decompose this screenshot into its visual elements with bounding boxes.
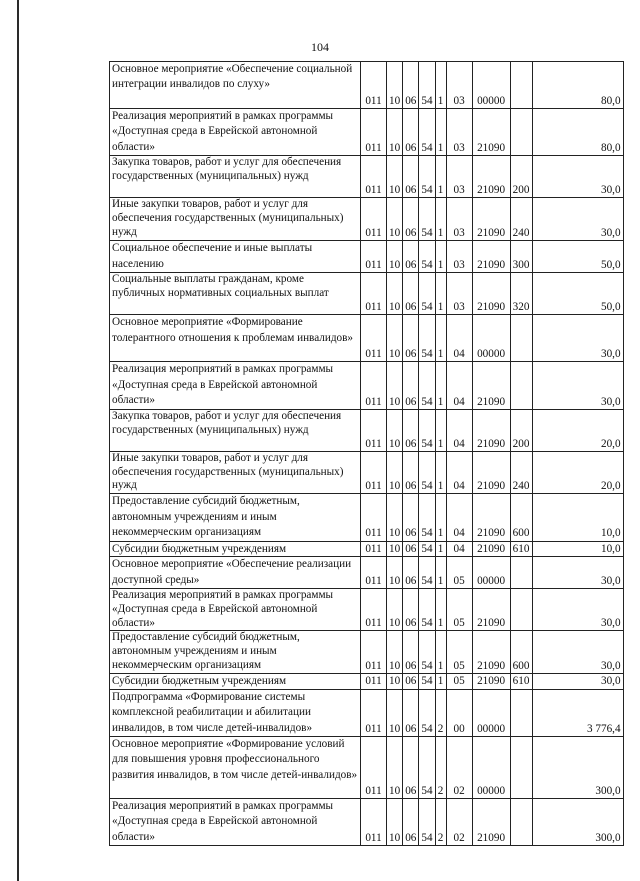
department-code: 011 (361, 689, 387, 736)
expense-type-code: 320 (510, 273, 532, 315)
table-row (110, 362, 624, 409)
table-row (110, 736, 624, 798)
table-row (110, 798, 624, 845)
subsection-code: 06 (403, 798, 419, 845)
subprogram-code: 1 (435, 557, 446, 589)
program-code: 54 (419, 362, 435, 409)
subsection-code: 06 (403, 736, 419, 798)
table-body (110, 62, 624, 846)
amount: 30,0 (532, 588, 623, 630)
expense-type-code (510, 362, 532, 409)
program-code: 54 (419, 240, 435, 273)
subprogram-code: 1 (435, 541, 446, 557)
subsection-code: 06 (403, 198, 419, 240)
department-code: 011 (361, 198, 387, 240)
table-row (110, 689, 624, 736)
direction-code: 00000 (472, 315, 510, 362)
program-code: 54 (419, 588, 435, 630)
table-row (110, 109, 624, 156)
department-code: 011 (361, 736, 387, 798)
table-row (110, 451, 624, 493)
section-code: 10 (387, 451, 403, 493)
amount: 30,0 (532, 673, 623, 689)
activity-code: 04 (446, 315, 472, 362)
item-name: Реализация мероприятий в рамках программы «Доступная среда в Еврейской автономной области» (110, 798, 361, 845)
direction-code: 21090 (472, 409, 510, 451)
department-code: 011 (361, 494, 387, 541)
item-name: Реализация мероприятий в рамках программы «Доступная среда в Еврейской автономной области» (110, 362, 361, 409)
section-code: 10 (387, 315, 403, 362)
amount: 300,0 (532, 798, 623, 845)
subsection-code: 06 (403, 362, 419, 409)
department-code: 011 (361, 62, 387, 109)
activity-code: 02 (446, 798, 472, 845)
direction-code: 21090 (472, 798, 510, 845)
program-code: 54 (419, 541, 435, 557)
amount: 10,0 (532, 494, 623, 541)
subsection-code: 06 (403, 588, 419, 630)
section-code: 10 (387, 736, 403, 798)
item-name: Основное мероприятие «Обеспечение реализации доступной среды» (110, 557, 361, 589)
table-row (110, 156, 624, 198)
activity-code: 04 (446, 362, 472, 409)
subprogram-code: 1 (435, 631, 446, 673)
program-code: 54 (419, 736, 435, 798)
department-code: 011 (361, 315, 387, 362)
subsection-code: 06 (403, 494, 419, 541)
expense-type-code (510, 588, 532, 630)
table-row (110, 62, 624, 109)
program-code: 54 (419, 198, 435, 240)
expense-type-code: 200 (510, 156, 532, 198)
program-code: 54 (419, 673, 435, 689)
subprogram-code: 1 (435, 156, 446, 198)
direction-code: 21090 (472, 109, 510, 156)
activity-code: 03 (446, 273, 472, 315)
amount: 10,0 (532, 541, 623, 557)
item-name: Предоставление субсидий бюджетным, автономным учреждениям и иным некоммерческим организациям (110, 494, 361, 541)
section-code: 10 (387, 541, 403, 557)
department-code: 011 (361, 557, 387, 589)
subsection-code: 06 (403, 409, 419, 451)
direction-code: 00000 (472, 557, 510, 589)
subsection-code: 06 (403, 541, 419, 557)
direction-code: 21090 (472, 362, 510, 409)
department-code: 011 (361, 798, 387, 845)
department-code: 011 (361, 451, 387, 493)
subprogram-code: 1 (435, 62, 446, 109)
item-name: Предоставление субсидий бюджетным, автономным учреждениям и иным некоммерческим организациям (110, 631, 361, 673)
activity-code: 03 (446, 198, 472, 240)
subprogram-code: 1 (435, 588, 446, 630)
expense-type-code: 200 (510, 409, 532, 451)
subsection-code: 06 (403, 109, 419, 156)
budget-table (109, 61, 624, 846)
amount: 30,0 (532, 631, 623, 673)
subprogram-code: 1 (435, 494, 446, 541)
activity-code: 05 (446, 673, 472, 689)
expense-type-code: 240 (510, 198, 532, 240)
table-row (110, 673, 624, 689)
program-code: 54 (419, 494, 435, 541)
item-name: Основное мероприятие «Обеспечение социальной интеграции инвалидов по слуху» (110, 62, 361, 109)
subprogram-code: 1 (435, 451, 446, 493)
table-row (110, 541, 624, 557)
program-code: 54 (419, 315, 435, 362)
department-code: 011 (361, 273, 387, 315)
expense-type-code: 240 (510, 451, 532, 493)
section-code: 10 (387, 62, 403, 109)
expense-type-code: 610 (510, 673, 532, 689)
amount: 50,0 (532, 240, 623, 273)
item-name: Основное мероприятие «Формирование условий для повышения уровня профессионального развития инвалидов, в том числе детей-инвалидов» (110, 736, 361, 798)
department-code: 011 (361, 631, 387, 673)
item-name: Иные закупки товаров, работ и услуг для обеспечения государственных (муниципальных) нужд (110, 198, 361, 240)
expense-type-code (510, 109, 532, 156)
section-code: 10 (387, 631, 403, 673)
item-name: Реализация мероприятий в рамках программы «Доступная среда в Еврейской автономной области» (110, 109, 361, 156)
direction-code: 00000 (472, 62, 510, 109)
activity-code: 04 (446, 451, 472, 493)
amount: 20,0 (532, 409, 623, 451)
amount: 30,0 (532, 362, 623, 409)
table-row (110, 588, 624, 630)
program-code: 54 (419, 451, 435, 493)
item-name: Подпрограмма «Формирование системы комплексной реабилитации и абилитации инвалидов, в том числе детей-инвалидов» (110, 689, 361, 736)
item-name: Иные закупки товаров, работ и услуг для обеспечения государственных (муниципальных) нужд (110, 451, 361, 493)
section-code: 10 (387, 557, 403, 589)
section-code: 10 (387, 273, 403, 315)
amount: 3 776,4 (532, 689, 623, 736)
section-code: 10 (387, 109, 403, 156)
subsection-code: 06 (403, 315, 419, 362)
table-row (110, 315, 624, 362)
table-row (110, 631, 624, 673)
item-name: Реализация мероприятий в рамках программы «Доступная среда в Еврейской автономной области» (110, 588, 361, 630)
activity-code: 02 (446, 736, 472, 798)
subsection-code: 06 (403, 451, 419, 493)
direction-code: 21090 (472, 494, 510, 541)
item-name: Субсидии бюджетным учреждениям (110, 673, 361, 689)
subprogram-code: 2 (435, 736, 446, 798)
section-code: 10 (387, 689, 403, 736)
activity-code: 03 (446, 109, 472, 156)
amount: 30,0 (532, 198, 623, 240)
program-code: 54 (419, 798, 435, 845)
subsection-code: 06 (403, 673, 419, 689)
direction-code: 00000 (472, 736, 510, 798)
item-name: Социальные выплаты гражданам, кроме публичных нормативных социальных выплат (110, 273, 361, 315)
section-code: 10 (387, 240, 403, 273)
subsection-code: 06 (403, 631, 419, 673)
direction-code: 00000 (472, 689, 510, 736)
expense-type-code (510, 557, 532, 589)
department-code: 011 (361, 541, 387, 557)
item-name: Основное мероприятие «Формирование толерантного отношения к проблемам инвалидов» (110, 315, 361, 362)
direction-code: 21090 (472, 673, 510, 689)
expense-type-code (510, 62, 532, 109)
amount: 30,0 (532, 557, 623, 589)
activity-code: 05 (446, 557, 472, 589)
section-code: 10 (387, 198, 403, 240)
activity-code: 00 (446, 689, 472, 736)
amount: 20,0 (532, 451, 623, 493)
direction-code: 21090 (472, 631, 510, 673)
activity-code: 03 (446, 240, 472, 273)
page-number: 104 (311, 40, 329, 54)
subprogram-code: 1 (435, 273, 446, 315)
subprogram-code: 1 (435, 362, 446, 409)
department-code: 011 (361, 673, 387, 689)
expense-type-code (510, 315, 532, 362)
section-code: 10 (387, 409, 403, 451)
subprogram-code: 2 (435, 798, 446, 845)
program-code: 54 (419, 557, 435, 589)
section-code: 10 (387, 362, 403, 409)
table-row (110, 273, 624, 315)
department-code: 011 (361, 156, 387, 198)
direction-code: 21090 (472, 240, 510, 273)
section-code: 10 (387, 156, 403, 198)
activity-code: 03 (446, 62, 472, 109)
expense-type-code: 600 (510, 631, 532, 673)
department-code: 011 (361, 109, 387, 156)
activity-code: 03 (446, 156, 472, 198)
subsection-code: 06 (403, 689, 419, 736)
amount: 30,0 (532, 315, 623, 362)
department-code: 011 (361, 409, 387, 451)
program-code: 54 (419, 62, 435, 109)
table-row (110, 240, 624, 273)
item-name: Закупка товаров, работ и услуг для обеспечения государственных (муниципальных) нужд (110, 156, 361, 198)
direction-code: 21090 (472, 273, 510, 315)
program-code: 54 (419, 109, 435, 156)
subsection-code: 06 (403, 273, 419, 315)
subprogram-code: 1 (435, 315, 446, 362)
amount: 80,0 (532, 62, 623, 109)
subsection-code: 06 (403, 62, 419, 109)
activity-code: 05 (446, 588, 472, 630)
item-name: Закупка товаров, работ и услуг для обеспечения государственных (муниципальных) нужд (110, 409, 361, 451)
program-code: 54 (419, 273, 435, 315)
table-row (110, 198, 624, 240)
subprogram-code: 1 (435, 673, 446, 689)
subsection-code: 06 (403, 557, 419, 589)
activity-code: 05 (446, 631, 472, 673)
direction-code: 21090 (472, 541, 510, 557)
direction-code: 21090 (472, 156, 510, 198)
amount: 50,0 (532, 273, 623, 315)
direction-code: 21090 (472, 198, 510, 240)
program-code: 54 (419, 409, 435, 451)
subprogram-code: 1 (435, 109, 446, 156)
expense-type-code: 300 (510, 240, 532, 273)
direction-code: 21090 (472, 451, 510, 493)
activity-code: 04 (446, 409, 472, 451)
amount: 80,0 (532, 109, 623, 156)
subprogram-code: 1 (435, 409, 446, 451)
department-code: 011 (361, 240, 387, 273)
program-code: 54 (419, 689, 435, 736)
expense-type-code: 600 (510, 494, 532, 541)
department-code: 011 (361, 362, 387, 409)
expense-type-code (510, 736, 532, 798)
section-code: 10 (387, 798, 403, 845)
amount: 300,0 (532, 736, 623, 798)
subsection-code: 06 (403, 156, 419, 198)
direction-code: 21090 (472, 588, 510, 630)
margin-line (17, 0, 19, 881)
department-code: 011 (361, 588, 387, 630)
section-code: 10 (387, 494, 403, 541)
table-row (110, 557, 624, 589)
subsection-code: 06 (403, 240, 419, 273)
activity-code: 04 (446, 494, 472, 541)
activity-code: 04 (446, 541, 472, 557)
table-row (110, 494, 624, 541)
table-row (110, 409, 624, 451)
item-name: Субсидии бюджетным учреждениям (110, 541, 361, 557)
subprogram-code: 1 (435, 240, 446, 273)
item-name: Социальное обеспечение и иные выплаты населению (110, 240, 361, 273)
section-code: 10 (387, 588, 403, 630)
expense-type-code: 610 (510, 541, 532, 557)
subprogram-code: 1 (435, 198, 446, 240)
amount: 30,0 (532, 156, 623, 198)
expense-type-code (510, 689, 532, 736)
subprogram-code: 2 (435, 689, 446, 736)
program-code: 54 (419, 631, 435, 673)
program-code: 54 (419, 156, 435, 198)
expense-type-code (510, 798, 532, 845)
section-code: 10 (387, 673, 403, 689)
